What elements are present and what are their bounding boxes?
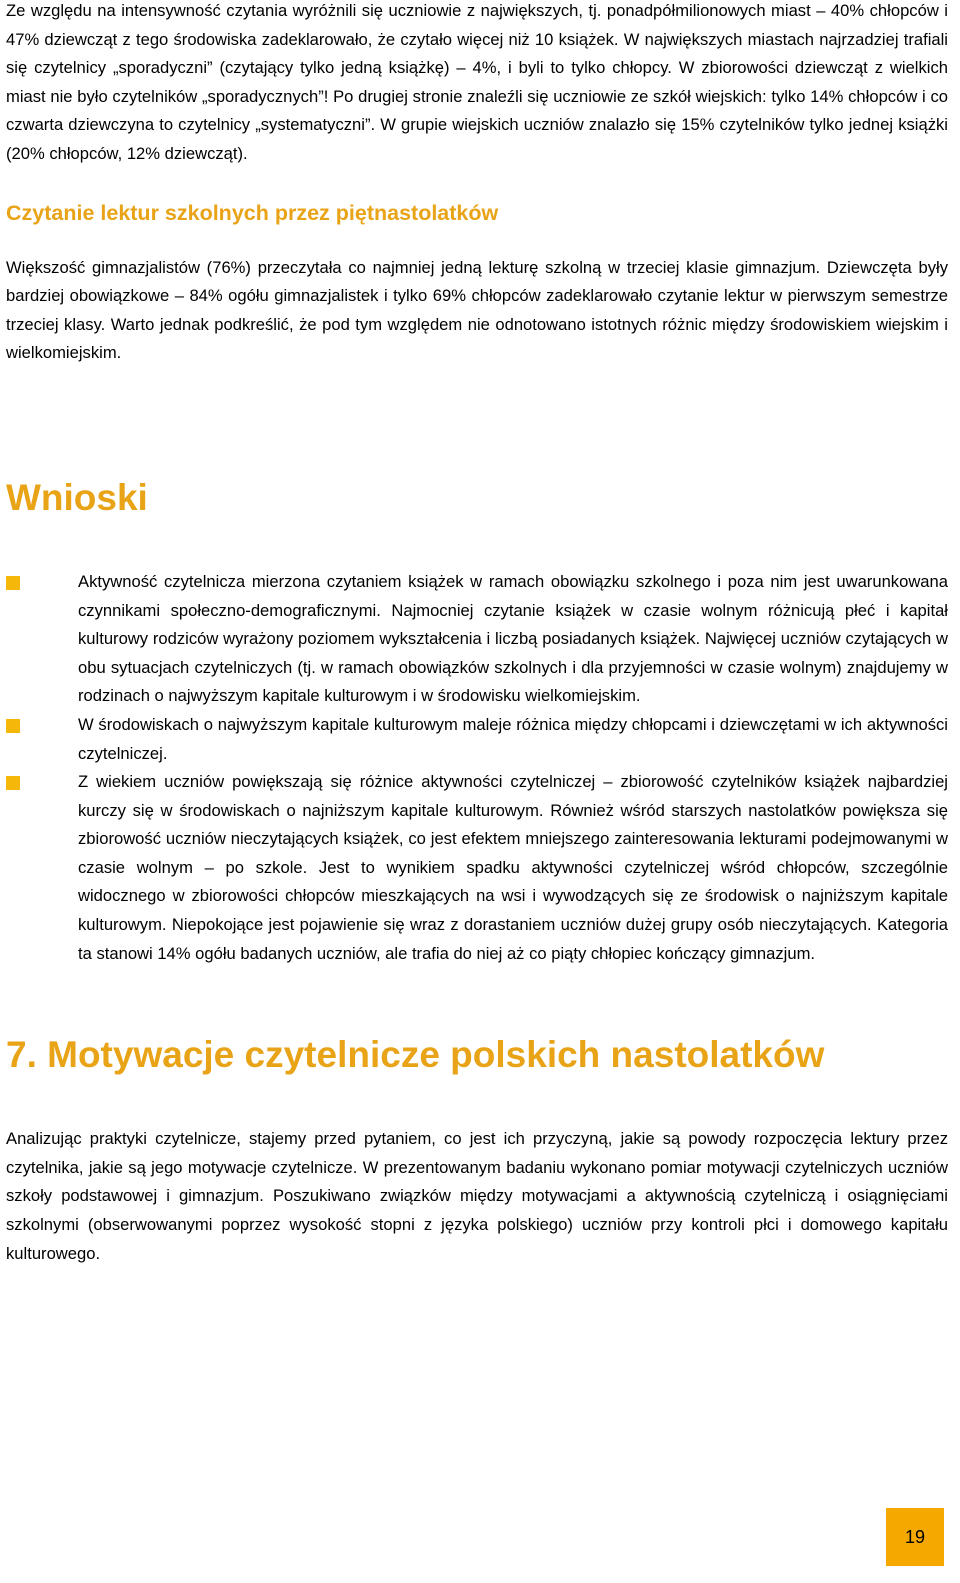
list-item [6,768,948,968]
conclusions-list [6,568,948,968]
intro-paragraph: Ze względu na intensywność czytania wyróżnili się uczniowie z największych, tj. ponadpółmilionowych miast – 40% chłopców i 47% dziewcząt z tego środowiska zadeklarowało, że czytało więcej niż 10 książek. W największych miastach najrzadziej trafiali się czytelnicy „sporadyczni” (czytający tylko jedną książkę) – 4%, i byli to tylko chłopcy. W zbiorowości dziewcząt z wielkich miast nie było czytelników „sporadycznych”! Po drugiej stronie znaleźli się uczniowie ze szkół wiejskich: tylko 14% chłopców i co czwarta dziewczyna to czytelnicy „systematyczni”. W grupie wiejskich uczniów znalazło się 15% czytelników tylko jednej książki (20% chłopców, 12% dziewcząt). [6,1,948,163]
section-heading-lektury: Czytanie lektur szkolnych przez piętnastolatków [6,200,499,225]
list-item [6,711,948,768]
chapter-intro-paragraph: Analizując praktyki czytelnicze, stajemy przed pytaniem, co jest ich przyczyną, jakie są powody rozpoczęcia lektury przez czytelnika, jakie są jego motywacje czytelnicze. W prezentowanym badaniu wykonano pomiar motywacji czytelniczych uczniów szkoły podstawowej i gimnazjum. Poszukiwano związków między motywacjami a aktywnością czytelniczą i osiągnięciami szkolnymi (obserwowanymi poprzez wysokość stopni z języka polskiego) uczniów przy kontroli płci i domowego kapitału kulturowego. [6,1129,948,1263]
document-page [6,0,948,1268]
list-item-text: Aktywność czytelnicza mierzona czytaniem książek w ramach obowiązku szkolnego i poza nim jest uwarunkowana czynnikami społeczno-demograficznymi. Najmocniej czytanie książek w czasie wolnym różnicują płeć i kapitał kulturowy rodziców wyrażony poziomem wykształcenia i liczbą posiadanych książek. Najwięcej uczniów czytających w obu sytuacjach czytelniczych (tj. w ramach obowiązków szkolnych i dla przyjemności w czasie wolnym) znajdujemy w rodzinach o najwyższym kapitale kulturowym i w środowisku wielkomiejskim. [78,571,948,706]
chapter-heading: 7. Motywacje czytelnicze polskich nastolatków [6,1034,825,1076]
section-heading-wnioski: Wnioski [6,476,148,518]
bullet-square-icon [6,576,20,590]
lektury-paragraph: Większość gimnazjalistów (76%) przeczytała co najmniej jedną lekturę szkolną w trzeciej klasie gimnazjum. Dziewczęta były bardziej obowiązkowe – 84% ogółu gimnazjalistek i tylko 69% chłopców zadeklarowało czytanie lektur w pierwszym semestrze trzeciej klasy. Warto jednak podkreślić, że pod tym względem nie odnotowano istotnych różnic między środowiskiem wiejskim i wielkomiejskim. [6,257,948,363]
list-item-text: W środowiskach o najwyższym kapitale kulturowym maleje różnica między chłopcami i dziewczętami w ich aktywności czytelniczej. [78,714,948,763]
bullet-square-icon [6,776,20,790]
page-number: 19 [904,1526,926,1547]
bullet-square-icon [6,719,20,733]
page-number-badge [886,1508,944,1566]
list-item [6,568,948,711]
list-item-text: Z wiekiem uczniów powiększają się różnice aktywności czytelniczej – zbiorowość czytelników książek najbardziej kurczy się w środowiskach o najniższym kapitale kulturowym. Również wśród starszych nastolatków powiększa się zbiorowość uczniów nieczytających książek, co jest efektem mniejszego zainteresowania lekturami podejmowanymi w czasie wolnym – po szkole. Jest to wynikiem spadku aktywności czytelniczej wśród chłopców, szczególnie widocznego w zbiorowości chłopców mieszkających na wsi i wywodzących się ze środowisk o najniższym kapitale kulturowym. Niepokojące jest pojawienie się wraz z dorastaniem uczniów dużej grupy osób nieczytających. Kategoria ta stanowi 14% ogółu badanych uczniów, ale trafia do niej aż co piąty chłopiec kończący gimnazjum. [78,772,948,963]
